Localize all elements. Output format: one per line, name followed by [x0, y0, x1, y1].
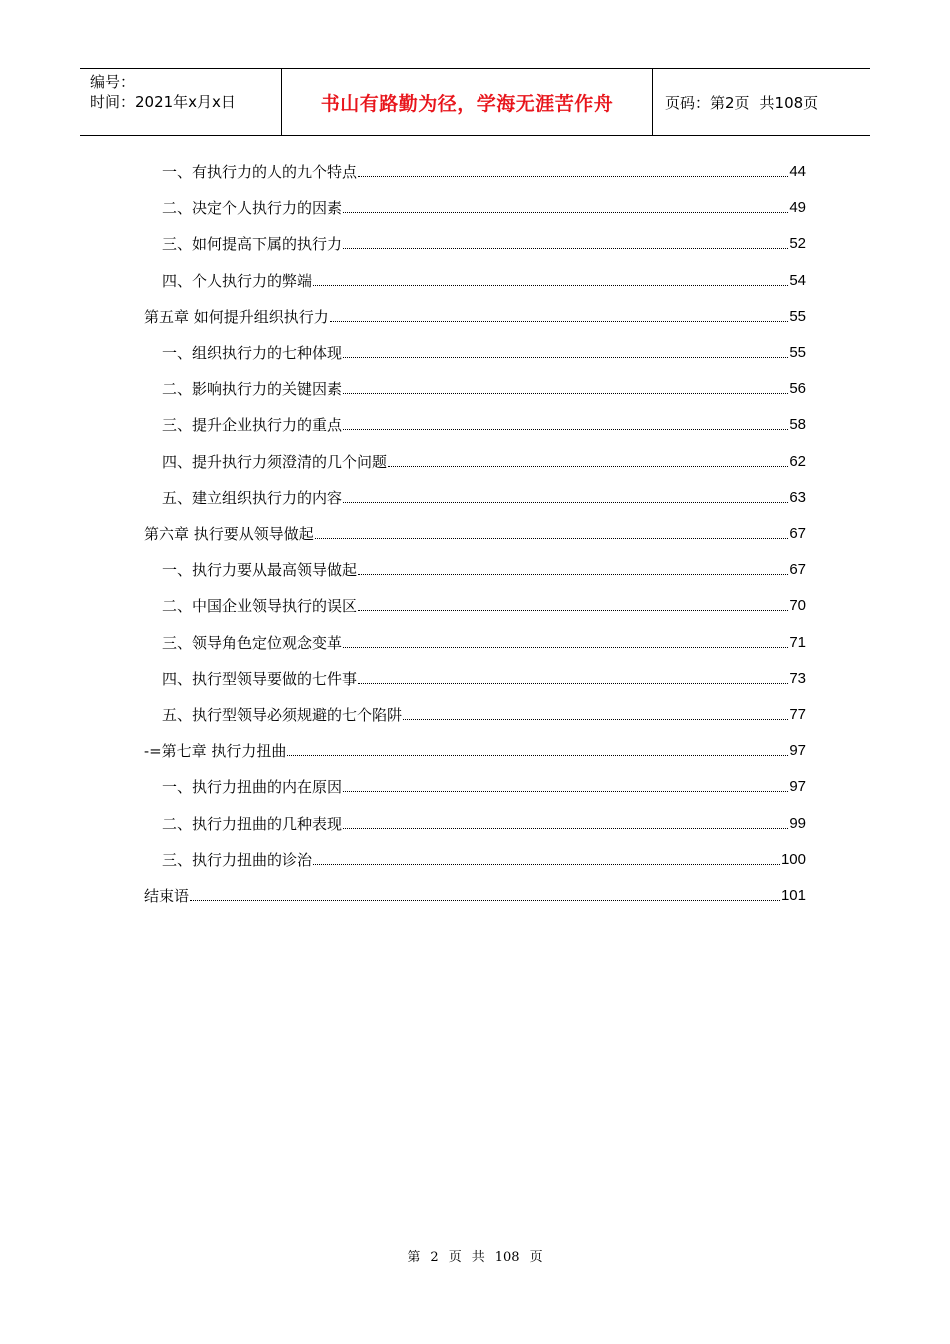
toc-entry[interactable]	[162, 702, 806, 724]
toc-dot-leader	[313, 864, 780, 865]
toc-entry[interactable]	[162, 811, 806, 833]
header-meta	[80, 69, 281, 135]
toc-dot-leader	[343, 212, 788, 213]
toc-entry-page: 73	[789, 669, 806, 687]
toc-entry-page: 71	[789, 633, 806, 651]
toc-dot-leader	[358, 574, 788, 575]
toc-dot-leader	[343, 393, 788, 394]
toc-entry-page: 67	[789, 525, 806, 542]
toc-dot-leader	[358, 610, 788, 611]
toc-entry-label: 一、组织执行力的七种体现	[162, 344, 343, 362]
toc-entry-page: 54	[789, 271, 806, 289]
toc-dot-leader	[313, 285, 788, 286]
toc-entry-label: 二、决定个人执行力的因素	[162, 199, 343, 218]
toc-dot-leader	[403, 719, 788, 720]
toc-entry-label: 第五章 如何提升组织执行力	[144, 307, 329, 326]
toc-entry-label: 二、影响执行力的关键因素	[162, 380, 343, 399]
toc-dot-leader	[287, 755, 788, 756]
toc-dot-leader	[330, 321, 789, 322]
toc-entry-page: 56	[789, 380, 806, 398]
toc-entry[interactable]	[162, 159, 806, 181]
toc-dot-leader	[343, 502, 788, 503]
toc-dot-leader	[358, 176, 788, 177]
toc-entry-page: 97	[789, 778, 806, 796]
toc-entry-page: 55	[789, 307, 806, 325]
toc-entry[interactable]	[144, 521, 806, 543]
header-motto: 书山有路勤为径，学海无涯苦作舟	[320, 92, 614, 115]
toc-entry-label: 四、个人执行力的弊端	[162, 271, 313, 290]
toc-entry-label: 五、建立组织执行力的内容	[162, 488, 343, 507]
footer-page-number: 2	[430, 1250, 439, 1265]
toc-entry[interactable]	[162, 195, 806, 217]
footer-di: 第	[407, 1250, 421, 1265]
toc-entry[interactable]	[162, 630, 806, 652]
toc-entry-label: 一、有执行力的人的九个特点	[162, 163, 358, 181]
toc-entry-label: 一、执行力扭曲的内在原因	[162, 778, 343, 797]
toc-entry-label: 第六章 执行要从领导做起	[144, 525, 314, 543]
toc-entry-page: 62	[789, 452, 806, 470]
toc-entry-label: 三、领导角色定位观念变革	[162, 633, 343, 652]
toc-entry-label: 结束语	[144, 887, 190, 905]
toc-entry[interactable]	[162, 557, 806, 579]
toc-dot-leader	[358, 683, 788, 684]
toc-entry-page: 97	[789, 742, 806, 760]
toc-entry-label: 三、如何提高下属的执行力	[162, 235, 343, 254]
header-page-label: 页码：第2页	[665, 93, 750, 112]
header-page-info	[653, 69, 870, 135]
toc-dot-leader	[343, 647, 788, 648]
document-number-label: 编号：	[90, 73, 136, 91]
footer-ye: 页	[448, 1250, 462, 1265]
toc-dot-leader	[315, 538, 789, 539]
toc-dot-leader	[343, 429, 788, 430]
footer-ye2: 页	[529, 1250, 543, 1265]
toc-entry[interactable]	[162, 847, 806, 869]
toc-entry-label: 五、执行型领导必须规避的七个陷阱	[162, 706, 403, 724]
document-date-label: 时间：2021年x月x日	[90, 93, 236, 111]
toc-entry[interactable]	[144, 883, 806, 905]
toc-entry[interactable]	[162, 774, 806, 796]
toc-entry-page: 77	[789, 706, 806, 723]
toc-dot-leader	[343, 828, 788, 829]
header-motto-cell	[281, 69, 653, 135]
toc-entry-label: 三、执行力扭曲的诊治	[162, 850, 313, 869]
toc-entry-label: 二、执行力扭曲的几种表现	[162, 814, 343, 833]
toc-entry-page: 100	[780, 850, 806, 868]
toc-dot-leader	[343, 357, 788, 358]
toc-entry-label: 二、中国企业领导执行的误区	[162, 597, 358, 616]
toc-entry-label: 三、提升企业执行力的重点	[162, 416, 343, 435]
toc-entry-page: 63	[789, 488, 806, 506]
footer-total-pages: 108	[494, 1250, 520, 1265]
toc-entry[interactable]	[162, 231, 806, 253]
toc-entry[interactable]	[144, 738, 806, 760]
toc-entry-label: 四、执行型领导要做的七件事	[162, 669, 358, 688]
toc-entry-label: 四、提升执行力须澄清的几个问题	[162, 452, 388, 471]
toc-entry-page: 58	[789, 416, 806, 434]
toc-entry-page: 99	[789, 814, 806, 832]
toc-entry[interactable]	[162, 593, 806, 615]
toc-entry-label: -=第七章 执行力扭曲	[144, 742, 287, 761]
toc-entry[interactable]	[144, 304, 806, 326]
toc-entry[interactable]	[162, 412, 806, 434]
toc-entry-label: 一、执行力要从最高领导做起	[162, 561, 358, 580]
footer-gong: 共	[471, 1250, 485, 1265]
toc-entry-page: 101	[780, 887, 806, 904]
toc-entry-page: 67	[789, 561, 806, 579]
toc-entry-page: 52	[789, 235, 806, 253]
toc-entry[interactable]	[162, 340, 806, 362]
header-total-label: 共108页	[759, 93, 819, 112]
toc-entry[interactable]	[162, 268, 806, 290]
toc-entry-page: 44	[789, 163, 806, 180]
toc-dot-leader	[343, 248, 788, 249]
toc-entry-page: 49	[789, 199, 806, 217]
toc-dot-leader	[190, 900, 780, 901]
page-footer	[0, 1246, 950, 1265]
toc-dot-leader	[388, 466, 788, 467]
toc-entry[interactable]	[162, 376, 806, 398]
toc-entry[interactable]	[162, 449, 806, 471]
toc-entry-page: 70	[789, 597, 806, 615]
page-header	[80, 68, 870, 136]
toc-entry[interactable]	[162, 666, 806, 688]
toc-entry[interactable]	[162, 485, 806, 507]
toc-dot-leader	[343, 791, 788, 792]
toc-entry-page: 55	[789, 344, 806, 361]
